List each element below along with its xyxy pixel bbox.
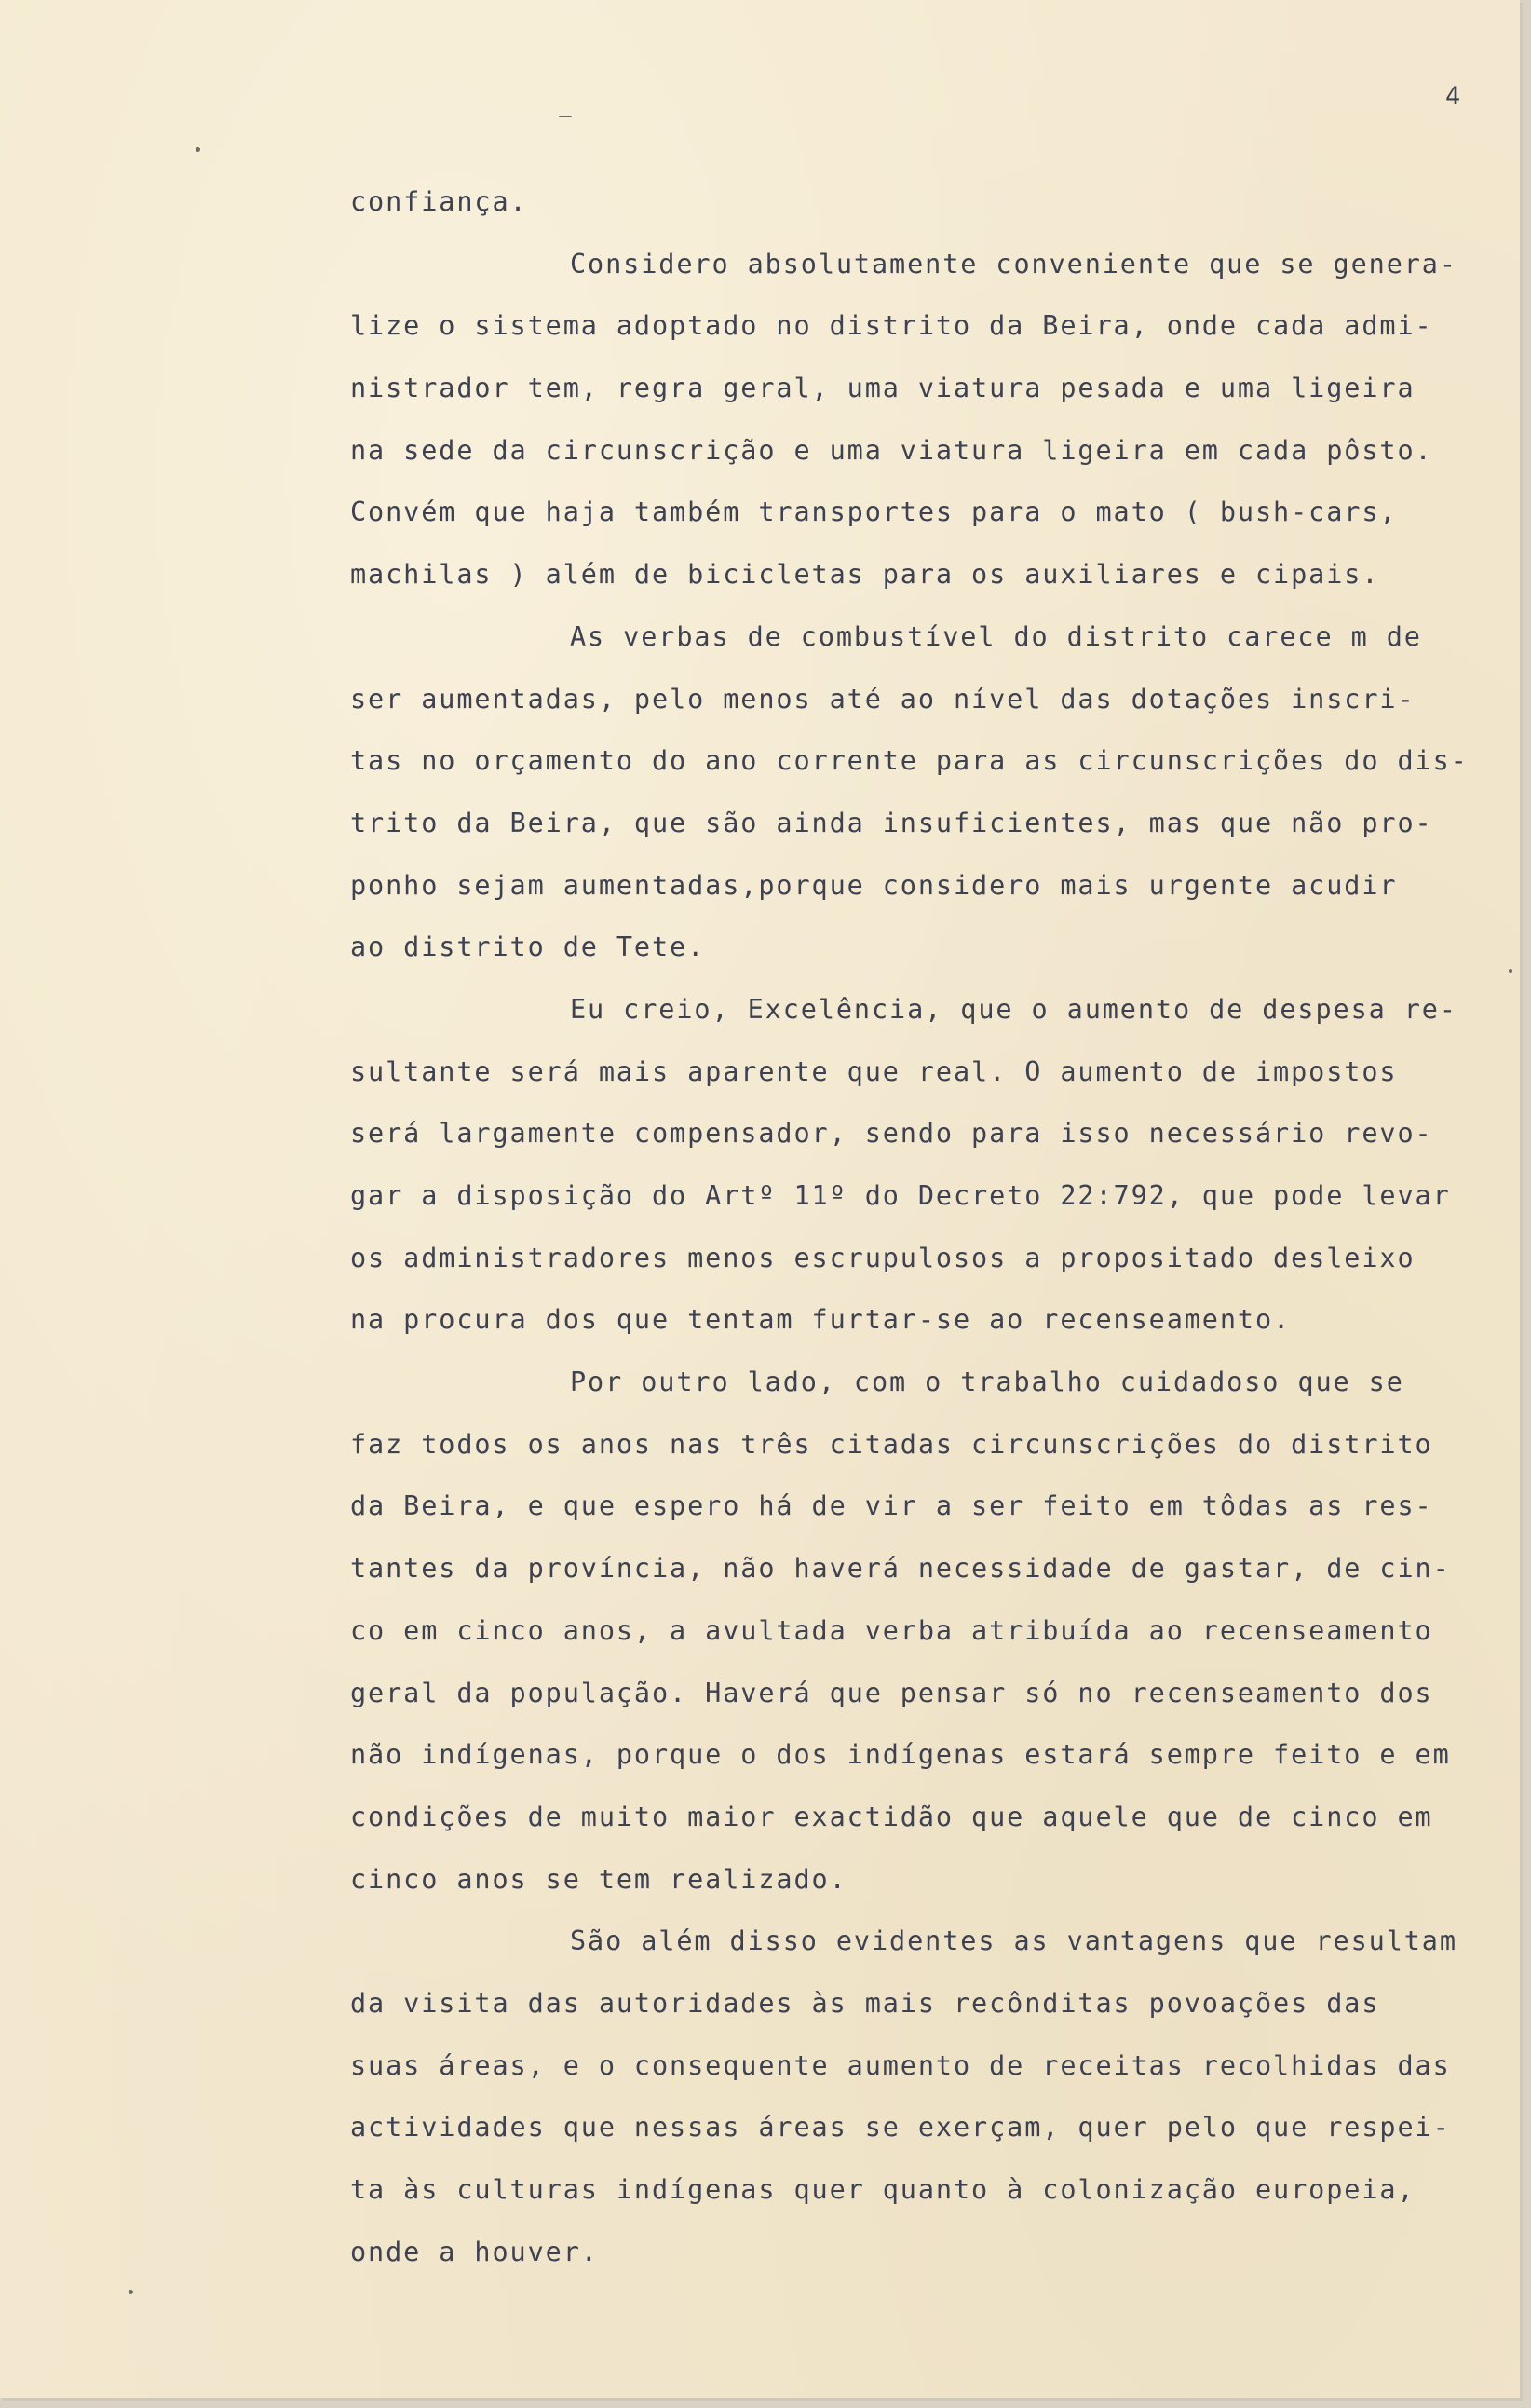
text-line: machilas ) além de bicicletas para os auxiliares e cipais. [350, 559, 1380, 591]
text-line: Por outro lado, com o trabalho cuidadoso que se [570, 1367, 1404, 1398]
text-line: As verbas de combustível do distrito carece m de [570, 620, 1422, 652]
paper-speck [559, 116, 572, 117]
text-line: os administradores menos escrupulosos a propositado desleixo [350, 1242, 1416, 1273]
text-line: ta às culturas indígenas quer quanto à colonização europeia, [350, 2174, 1416, 2205]
text-line: faz todos os anos nas três citadas circunscrições do distrito [350, 1428, 1433, 1460]
text-line: ponho sejam aumentadas,porque considero mais urgente acudir [350, 869, 1398, 901]
text-line: geral da população. Haverá que pensar só no recenseamento dos [350, 1677, 1433, 1708]
text-line: na procura dos que tentam furtar-se ao recenseamento. [350, 1304, 1292, 1336]
text-line: São além disso evidentes as vantagens que resultam [570, 1925, 1457, 1957]
text-line: nistrador tem, regra geral, uma viatura pesada e uma ligeira [350, 373, 1416, 404]
text-line: Considero absolutamente conveniente que se genera- [570, 248, 1457, 279]
text-line: Eu creio, Excelência, que o aumento de despesa re- [570, 993, 1457, 1025]
text-line: não indígenas, porque o dos indígenas estará sempre feito e em [350, 1739, 1451, 1771]
paper-speck [196, 147, 200, 152]
text-line: da visita das autoridades às mais recônditas povoações das [350, 1987, 1380, 2019]
text-line: tantes da província, não haverá necessidade de gastar, de cin- [350, 1553, 1451, 1585]
text-line: sultante será mais aparente que real. O aumento de impostos [350, 1055, 1398, 1087]
paper-speck [129, 2290, 133, 2294]
text-line: cinco anos se tem realizado. [350, 1863, 847, 1895]
text-line: da Beira, e que espero há de vir a ser feito em tôdas as res- [350, 1490, 1433, 1522]
text-line: será largamente compensador, sendo para isso necessário revo- [350, 1118, 1433, 1150]
text-line: Convém que haja também transportes para o mato ( bush-cars, [350, 497, 1398, 528]
text-line: tas no orçamento do ano corrente para as circunscrições do dis- [350, 745, 1469, 777]
page-number: 4 [1445, 82, 1462, 111]
text-line: na sede da circunscrição e uma viatura ligeira em cada pôsto. [350, 434, 1433, 466]
text-line: suas áreas, e o consequente aumento de receitas recolhidas das [350, 2049, 1451, 2081]
text-line: actividades que nessas áreas se exerçam, quer pelo que respei- [350, 2112, 1451, 2143]
text-line: lize o sistema adoptado no distrito da Beira, onde cada admi- [350, 310, 1433, 342]
body-text [350, 171, 1520, 2283]
text-line: condições de muito maior exactidão que aquele que de cinco em [350, 1801, 1433, 1832]
text-line: confiança. [350, 186, 528, 217]
text-line: ser aumentadas, pelo menos até ao nível das dotações inscri- [350, 683, 1416, 714]
text-line: onde a houver. [350, 2236, 599, 2267]
text-line: gar a disposição do Artº 11º do Decreto 22:792, que pode levar [350, 1180, 1451, 1211]
text-line: ao distrito de Tete. [350, 932, 706, 963]
text-line: trito da Beira, que são ainda insuficientes, mas que não pro- [350, 807, 1433, 838]
text-line: co em cinco anos, a avultada verba atribuída ao recenseamento [350, 1614, 1433, 1646]
